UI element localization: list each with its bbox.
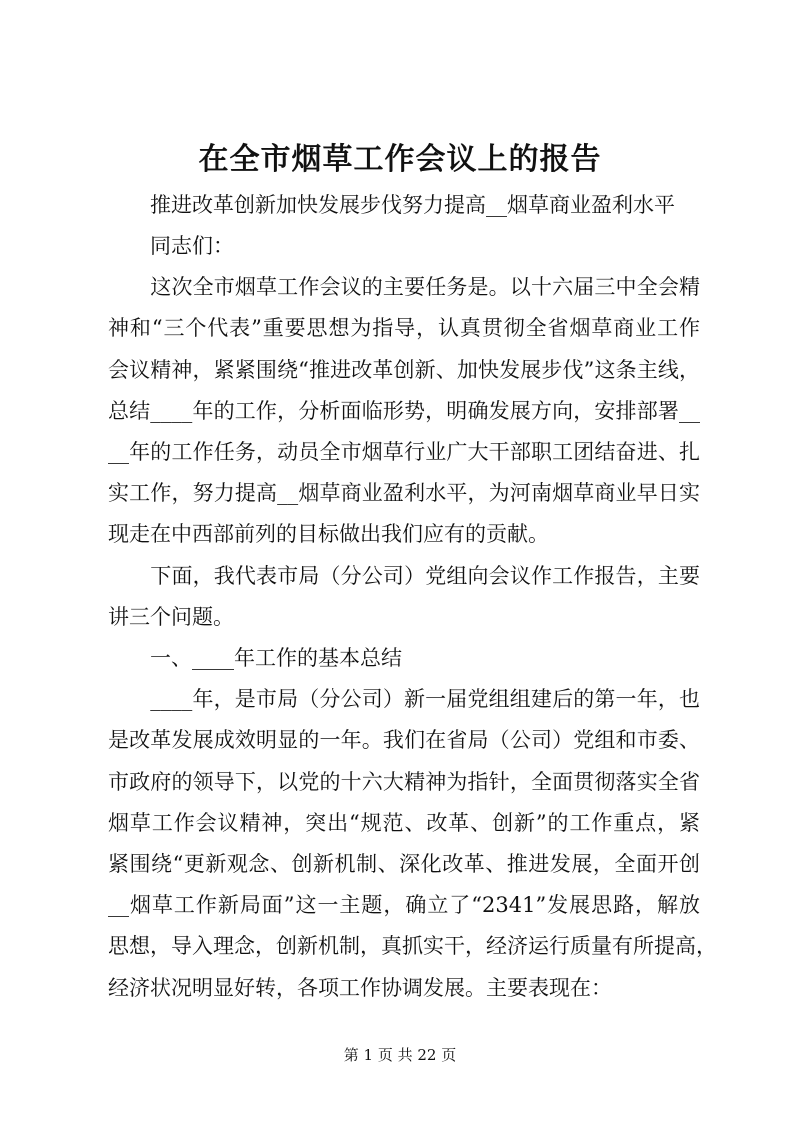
body-line: __年的工作任务，动员全市烟草行业广大干部职工团结奋进、扎 — [108, 440, 700, 464]
body-line: 是改革发展成效明显的一年。我们在省局（公司）党组和市委、 — [108, 728, 700, 752]
body-line: ____年，是市局（分公司）新一届党组组建后的第一年，也 — [108, 687, 700, 711]
body-line: 市政府的领导下，以党的十六大精神为指针，全面贯彻落实全省 — [108, 770, 700, 794]
page-number-footer: 第 1 页 共 22 页 — [343, 1046, 457, 1064]
body-line: 思想，导入理念，创新机制，真抓实干，经济运行质量有所提高， — [108, 934, 717, 958]
body-line: 经济状况明显好转，各项工作协调发展。主要表现在： — [108, 976, 612, 1000]
body-line: 这次全市烟草工作会议的主要任务是。以十六届三中全会精 — [108, 275, 700, 299]
section-heading: 一、____年工作的基本总结 — [108, 646, 402, 670]
body-line: 现走在中西部前列的目标做出我们应有的贡献。 — [108, 522, 549, 546]
body-line: 实工作，努力提高__烟草商业盈利水平，为河南烟草商业早日实 — [108, 481, 700, 505]
document-title: 在全市烟草工作会议上的报告 — [198, 142, 602, 177]
body-line: 总结____年的工作，分析面临形势，明确发展方向，安排部署__ — [108, 399, 700, 423]
body-line: 紧围绕“更新观念、创新机制、深化改革、推进发展，全面开创 — [108, 852, 700, 876]
body-line: __烟草工作新局面”这一主题，确立了“2341”发展思路，解放 — [108, 893, 700, 917]
body-line: 讲三个问题。 — [108, 605, 234, 629]
body-line: 会议精神，紧紧围绕“推进改革创新、加快发展步伐”这条主线， — [108, 358, 700, 382]
salutation-line: 同志们： — [108, 234, 234, 258]
body-line: 下面，我代表市局（分公司）党组向会议作工作报告，主要 — [108, 564, 700, 588]
subtitle-line: 推进改革创新加快发展步伐努力提高__烟草商业盈利水平 — [108, 193, 675, 217]
body-line: 烟草工作会议精神，突出“规范、改革、创新”的工作重点，紧 — [108, 811, 700, 835]
body-line: 神和“三个代表”重要思想为指导，认真贯彻全省烟草商业工作 — [108, 316, 700, 340]
